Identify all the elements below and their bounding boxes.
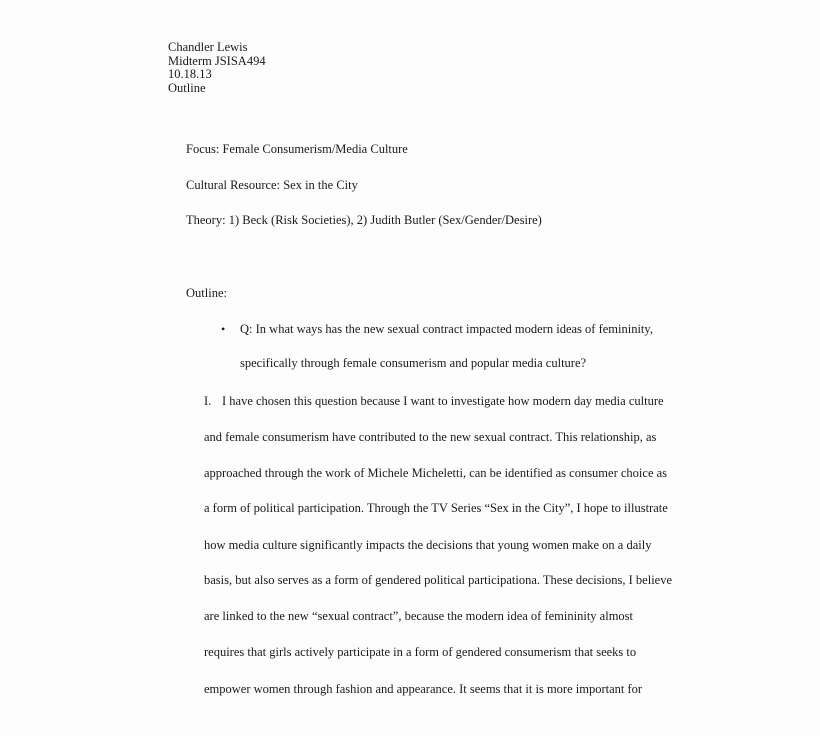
- focus-line: Focus: Female Consumerism/Media Culture: [186, 142, 408, 156]
- question-line: specifically through female consumerism and popular media culture?: [240, 356, 587, 370]
- cultural-resource-line: Cultural Resource: Sex in the City: [186, 178, 358, 192]
- section-number: I.: [204, 394, 212, 408]
- paragraph-line: basis, but also serves as a form of gendered political participationa. These decisions, I believe: [204, 573, 673, 587]
- course-name: Midterm JSISA494: [168, 54, 266, 68]
- question-line: Q: In what ways has the new sexual contract impacted modern ideas of femininity,: [240, 322, 653, 336]
- question-bullet: •: [221, 322, 226, 336]
- outline-label: Outline:: [186, 286, 227, 300]
- paragraph-line: a form of political participation. Through the TV Series “Sex in the City”, I hope to illustrate: [204, 501, 668, 515]
- paragraph-line: are linked to the new “sexual contract”, because the modern idea of femininity almost: [204, 609, 634, 623]
- paragraph-line: requires that girls actively participate in a form of gendered consumerism that seeks to: [204, 645, 637, 659]
- paragraph-line: empower women through fashion and appearance. It seems that it is more important for: [204, 682, 643, 696]
- author-name: Chandler Lewis: [168, 40, 248, 54]
- paragraph-line: I have chosen this question because I want to investigate how modern day media culture: [222, 394, 664, 408]
- paragraph-line: approached through the work of Michele Micheletti, can be identified as consumer choice as: [204, 466, 668, 480]
- document-title: Outline: [168, 81, 206, 95]
- theory-line: Theory: 1) Beck (Risk Societies), 2) Judith Butler (Sex/Gender/Desire): [186, 213, 542, 227]
- document-date: 10.18.13: [168, 67, 212, 81]
- paragraph-line: how media culture significantly impacts the decisions that young women make on a daily: [204, 538, 652, 552]
- paragraph-line: and female consumerism have contributed to the new sexual contract. This relationship, as: [204, 430, 657, 444]
